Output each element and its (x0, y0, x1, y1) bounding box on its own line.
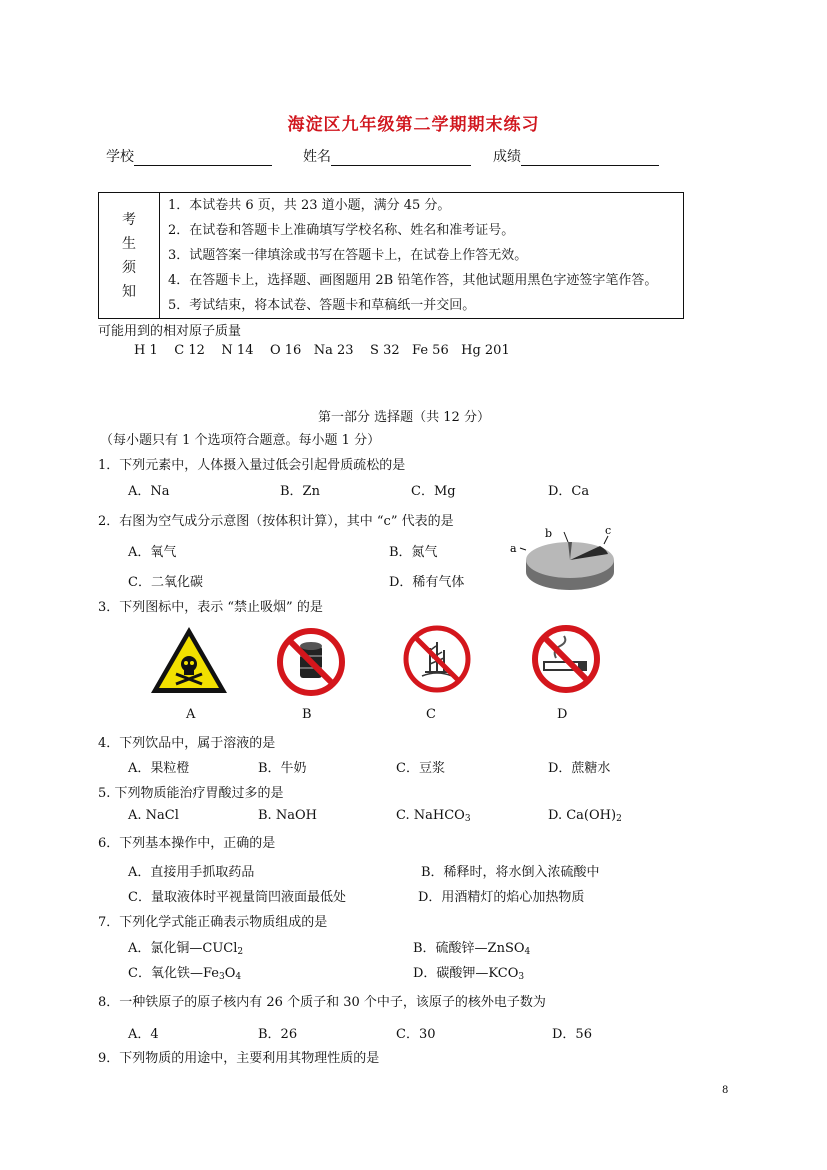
atomic-mass-heading: 可能用到的相对原子质量 (98, 324, 242, 339)
pie-label-a: a (510, 542, 517, 555)
q5-option-d-text: D. Ca(OH) (548, 808, 617, 823)
section-instruction: （每小题只有 1 个选项符合题意。每小题 1 分） (100, 433, 381, 448)
exam-notice-table (98, 192, 684, 319)
pie-label-c: c (605, 524, 612, 537)
school-blank[interactable] (134, 151, 272, 166)
question-9-stem: 9．下列物质的用途中，主要利用其物理性质的是 (98, 1051, 380, 1066)
q8-option-a[interactable]: A．4 (128, 1027, 159, 1042)
q3-option-c[interactable]: C (426, 707, 436, 722)
score-label: 成绩 (493, 149, 521, 165)
notice-line: 4．在答题卡上，选择题、画图题用 2B 铅笔作答，其他试题用黑色字迹签字笔作答。 (168, 273, 658, 288)
notice-line: 2．在试卷和答题卡上准确填写学校名称、姓名和准考证号。 (168, 223, 515, 238)
q5-option-c-subscript: 3 (464, 814, 471, 824)
q1-option-a[interactable]: A．Na (128, 484, 170, 499)
q4-option-a[interactable]: A．果粒橙 (128, 761, 190, 776)
q7-option-c-text: C．氧化铁—Fe (128, 966, 219, 981)
toxic-warning-sign-icon[interactable] (148, 624, 230, 696)
q2-option-c[interactable]: C．二氧化碳 (128, 575, 203, 590)
no-plants-sign-icon[interactable] (400, 622, 474, 696)
score-blank[interactable] (521, 151, 659, 166)
school-field (106, 146, 272, 166)
q6-option-b[interactable]: B．稀释时，将水倒入浓硫酸中 (421, 865, 600, 880)
q3-option-a[interactable]: A (186, 707, 196, 722)
q4-option-d[interactable]: D．蔗糖水 (548, 761, 611, 776)
notice-label-char: 考 (122, 211, 136, 228)
notice-label (99, 193, 160, 319)
q7-option-d[interactable] (413, 962, 524, 982)
q4-option-b[interactable]: B．牛奶 (258, 761, 307, 776)
q5-option-b[interactable]: B. NaOH (258, 808, 317, 823)
q7-option-b-text: B．硫酸锌—ZnSO (413, 941, 525, 956)
page-title: 海淀区九年级第二学期期末练习 (287, 115, 540, 135)
q5-option-c[interactable] (396, 808, 471, 824)
question-7-stem: 7．下列化学式能正确表示物质组成的是 (98, 915, 328, 930)
q7-option-a-text: A．氯化铜—CUCl (128, 941, 238, 956)
q1-option-d[interactable]: D．Ca (548, 484, 590, 499)
pie-label-b: b (545, 527, 553, 540)
q5-option-d-subscript: 2 (616, 814, 622, 824)
q8-option-b[interactable]: B．26 (258, 1027, 298, 1042)
section-title: 第一部分 选择题（共 12 分） (318, 410, 490, 425)
no-smoking-sign-icon[interactable] (528, 622, 604, 696)
q6-option-a[interactable]: A．直接用手抓取药品 (128, 865, 255, 880)
notice-content (160, 193, 684, 319)
q4-option-c[interactable]: C．豆浆 (396, 761, 445, 776)
q7-option-d-subscript: 3 (518, 972, 525, 982)
q3-option-b[interactable]: B (302, 707, 312, 722)
question-6-stem: 6．下列基本操作中，正确的是 (98, 836, 276, 851)
notice-label-char: 须 (122, 259, 136, 276)
school-label: 学校 (106, 149, 134, 165)
no-barrel-sign-icon[interactable] (274, 626, 348, 698)
q2-option-d[interactable]: D．稀有气体 (389, 575, 465, 590)
q5-option-a[interactable]: A. NaCl (128, 808, 179, 823)
q6-option-d[interactable]: D．用酒精灯的焰心加热物质 (418, 890, 585, 905)
q2-option-b[interactable]: B．氮气 (389, 545, 438, 560)
question-2-stem: 2．右图为空气成分示意图（按体积计算），其中 “c” 代表的是 (98, 514, 454, 529)
name-field (303, 146, 471, 166)
q1-option-b[interactable]: B．Zn (280, 484, 320, 499)
score-field (493, 146, 659, 166)
name-label: 姓名 (303, 149, 331, 165)
q7-option-b[interactable] (413, 937, 530, 957)
q7-option-d-text: D．碳酸钾—KCO (413, 966, 519, 981)
notice-label-char: 知 (122, 283, 136, 300)
q7-option-c-subscript: 4 (235, 972, 242, 982)
page-number: 8 (722, 1085, 729, 1096)
question-8-stem: 8．一种铁原子的原子核内有 26 个质子和 30 个中子，该原子的核外电子数为 (98, 995, 546, 1010)
q8-option-d[interactable]: D．56 (552, 1027, 592, 1042)
q7-option-c-text: O (224, 966, 236, 981)
q5-option-c-text: C. NaHCO (396, 808, 465, 823)
q1-option-c[interactable]: C．Mg (411, 484, 456, 499)
notice-line: 5．考试结束，将本试卷、答题卡和草稿纸一并交回。 (168, 298, 476, 313)
q5-option-d[interactable] (548, 808, 622, 824)
q3-option-d[interactable]: D (557, 707, 568, 722)
notice-line: 1．本试卷共 6 页，共 23 道小题，满分 45 分。 (168, 198, 451, 213)
question-4-stem: 4．下列饮品中，属于溶液的是 (98, 736, 276, 751)
air-composition-pie-icon (508, 524, 618, 596)
name-blank[interactable] (331, 151, 471, 166)
atomic-mass-values: H 1 C 12 N 14 O 16 Na 23 S 32 Fe 56 Hg 201 (134, 343, 510, 358)
notice-line: 3．试题答案一律填涂或书写在答题卡上，在试卷上作答无效。 (168, 248, 528, 263)
notice-label-char: 生 (122, 235, 136, 252)
q7-option-c[interactable] (128, 962, 241, 982)
q6-option-c[interactable]: C．量取液体时平视量筒凹液面最低处 (128, 890, 346, 905)
q2-option-a[interactable]: A．氧气 (128, 545, 177, 560)
question-3-stem: 3．下列图标中，表示 “禁止吸烟” 的是 (98, 600, 323, 615)
q8-option-c[interactable]: C．30 (396, 1027, 436, 1042)
q7-option-b-subscript: 4 (524, 947, 531, 957)
q7-option-c-subscript: 3 (218, 972, 225, 982)
question-1-stem: 1．下列元素中，人体摄入量过低会引起骨质疏松的是 (98, 458, 406, 473)
question-5-stem: 5. 下列物质能治疗胃酸过多的是 (98, 786, 284, 801)
q7-option-a[interactable] (128, 937, 243, 957)
q7-option-a-subscript: 2 (237, 947, 244, 957)
